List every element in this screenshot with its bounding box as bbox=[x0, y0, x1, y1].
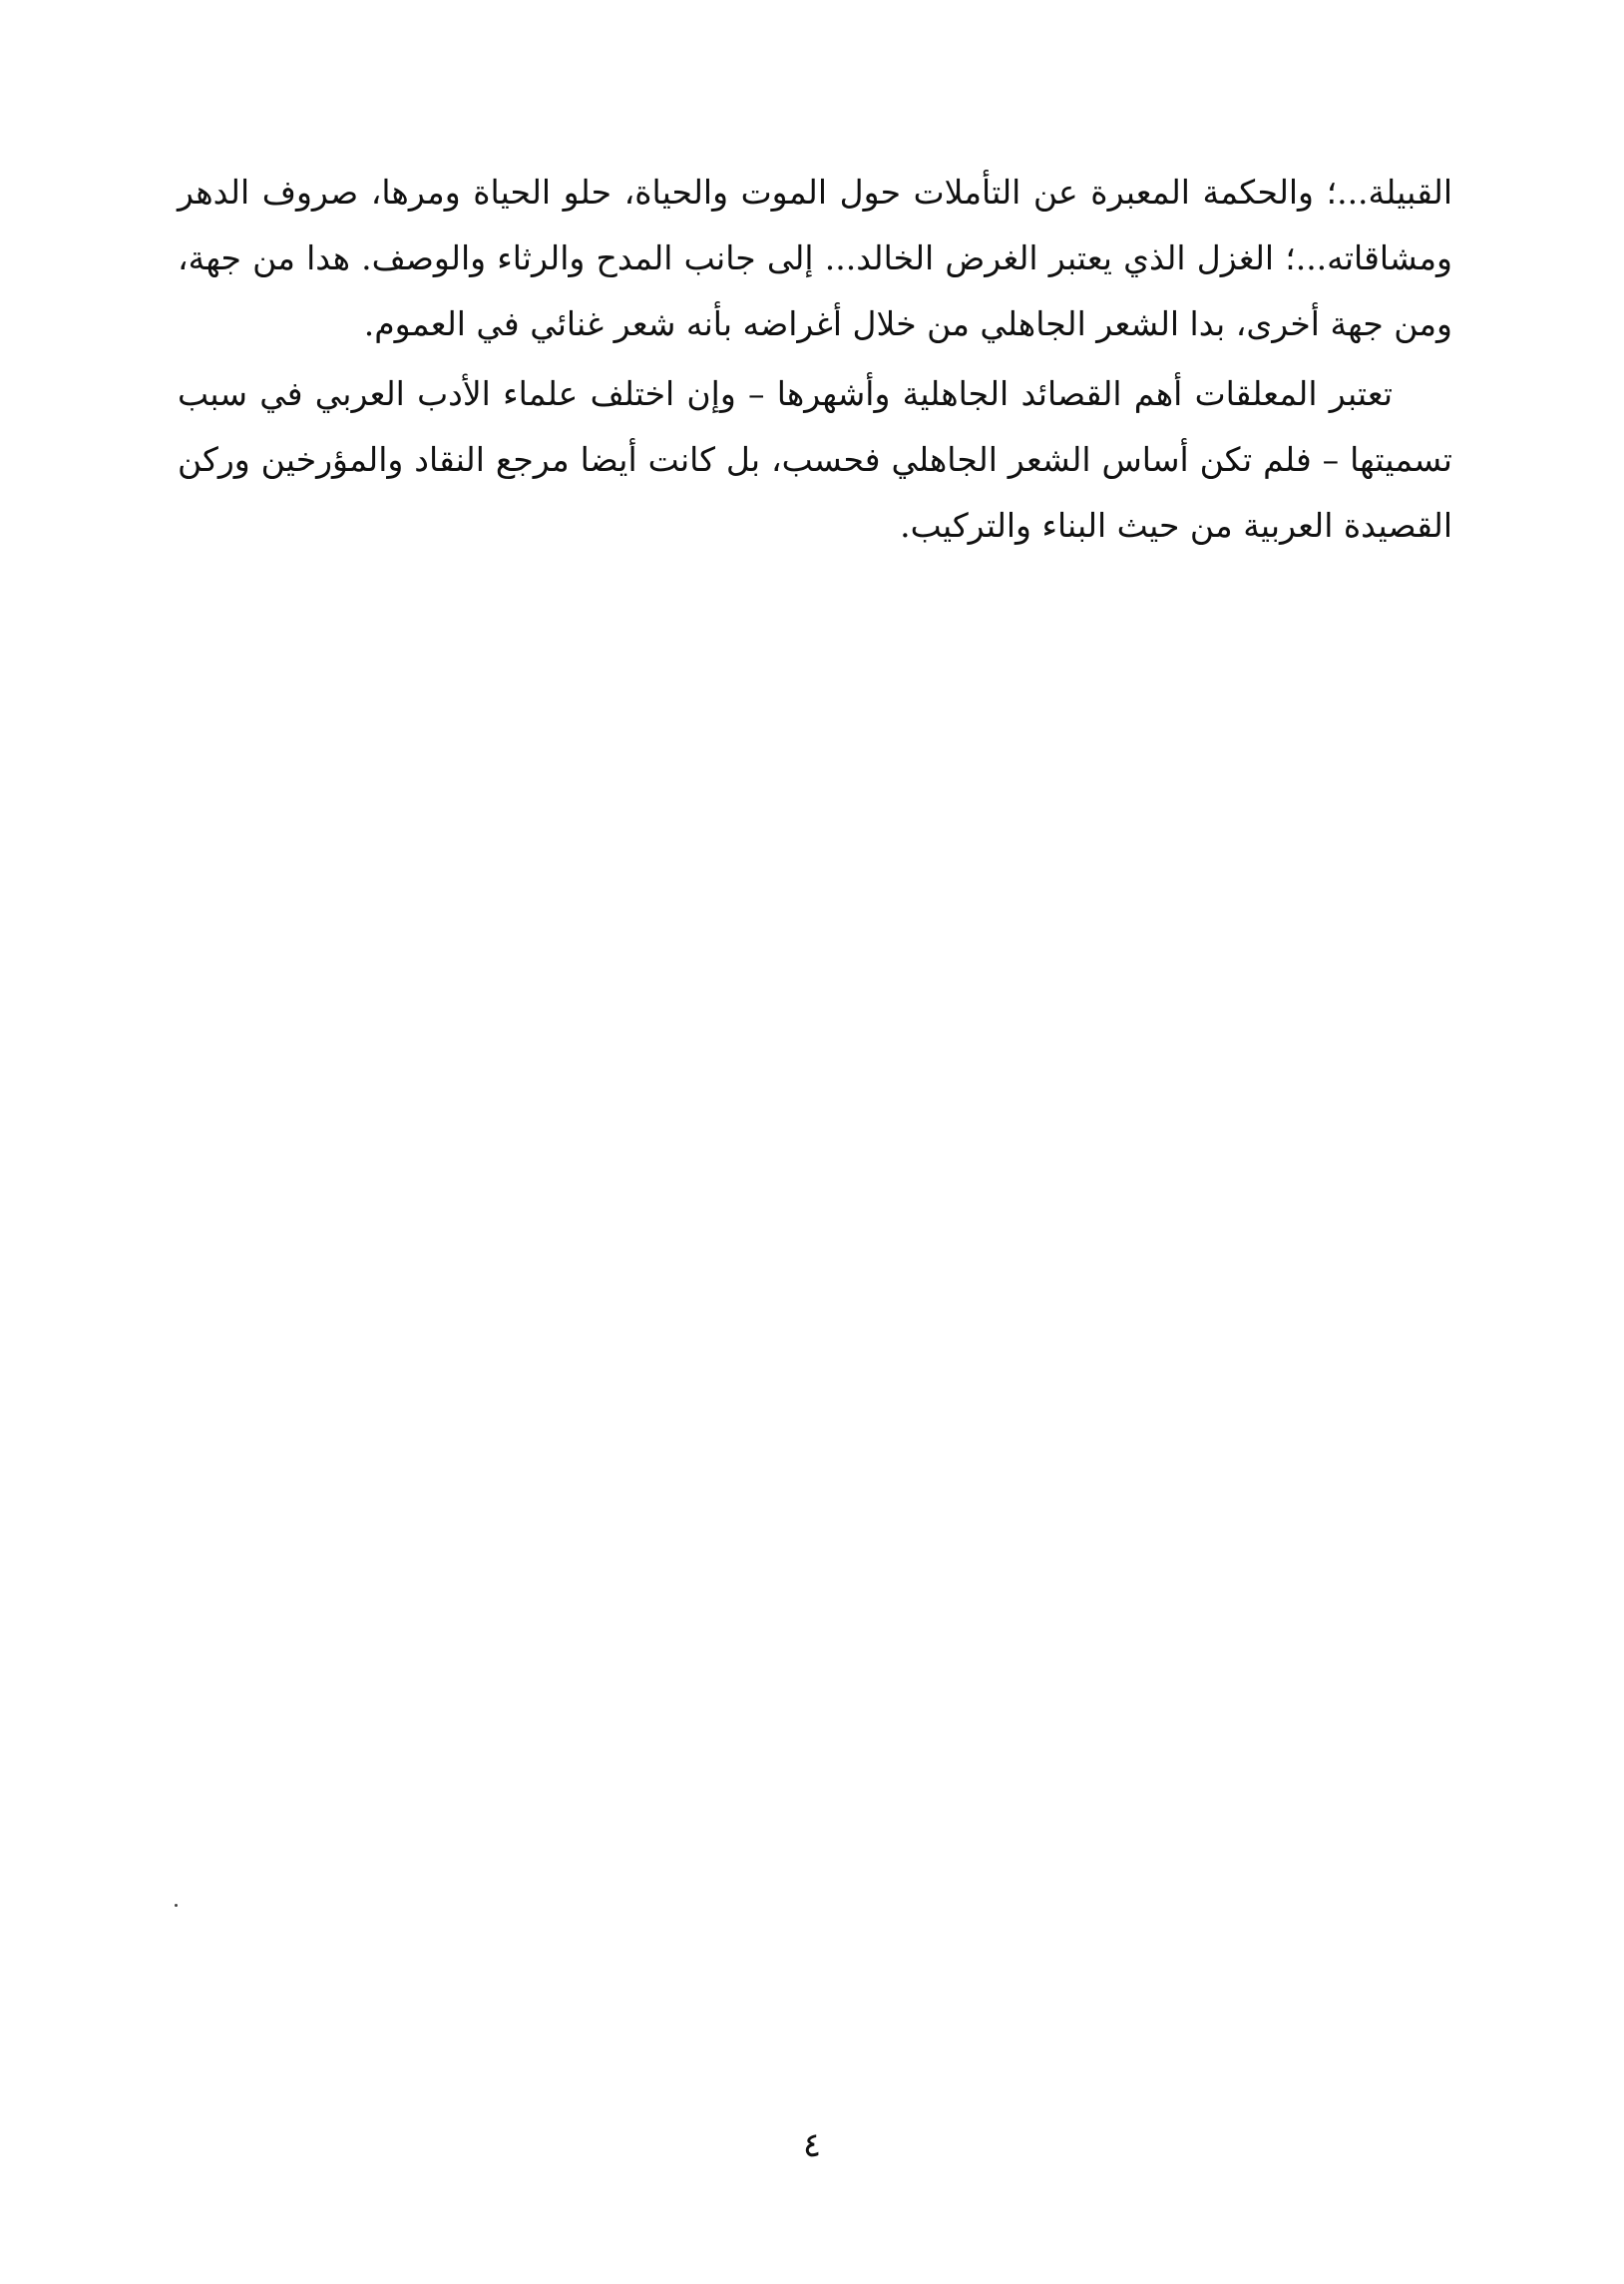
page-number: ٤ bbox=[802, 2125, 822, 2165]
body-text bbox=[178, 160, 1452, 559]
paragraph-1: القبيلة...؛ والحكمة المعبرة عن التأملات حول الموت والحياة، حلو الحياة ومرها، صروف الدهر ومشاقاته...؛ الغزل الذي يعتبر الغرض الخالد... إلى جانب المدح والرثاء والوصف. هدا من جهة، ومن جهة أخرى، بدا الشعر الجاهلي من خلال أغراضه بأنه شعر غنائي في العموم. bbox=[178, 173, 1452, 343]
scan-speck bbox=[175, 1904, 178, 1907]
paragraph-2: تعتبر المعلقات أهم القصائد الجاهلية وأشهرها – وإن اختلف علماء الأدب العربي في سبب تسميتها – فلم تكن أساس الشعر الجاهلي فحسب، بل كانت أيضا مرجع النقاد والمؤرخين وركن القصيدة العربية من حيث البناء والتركيب. bbox=[178, 374, 1452, 545]
